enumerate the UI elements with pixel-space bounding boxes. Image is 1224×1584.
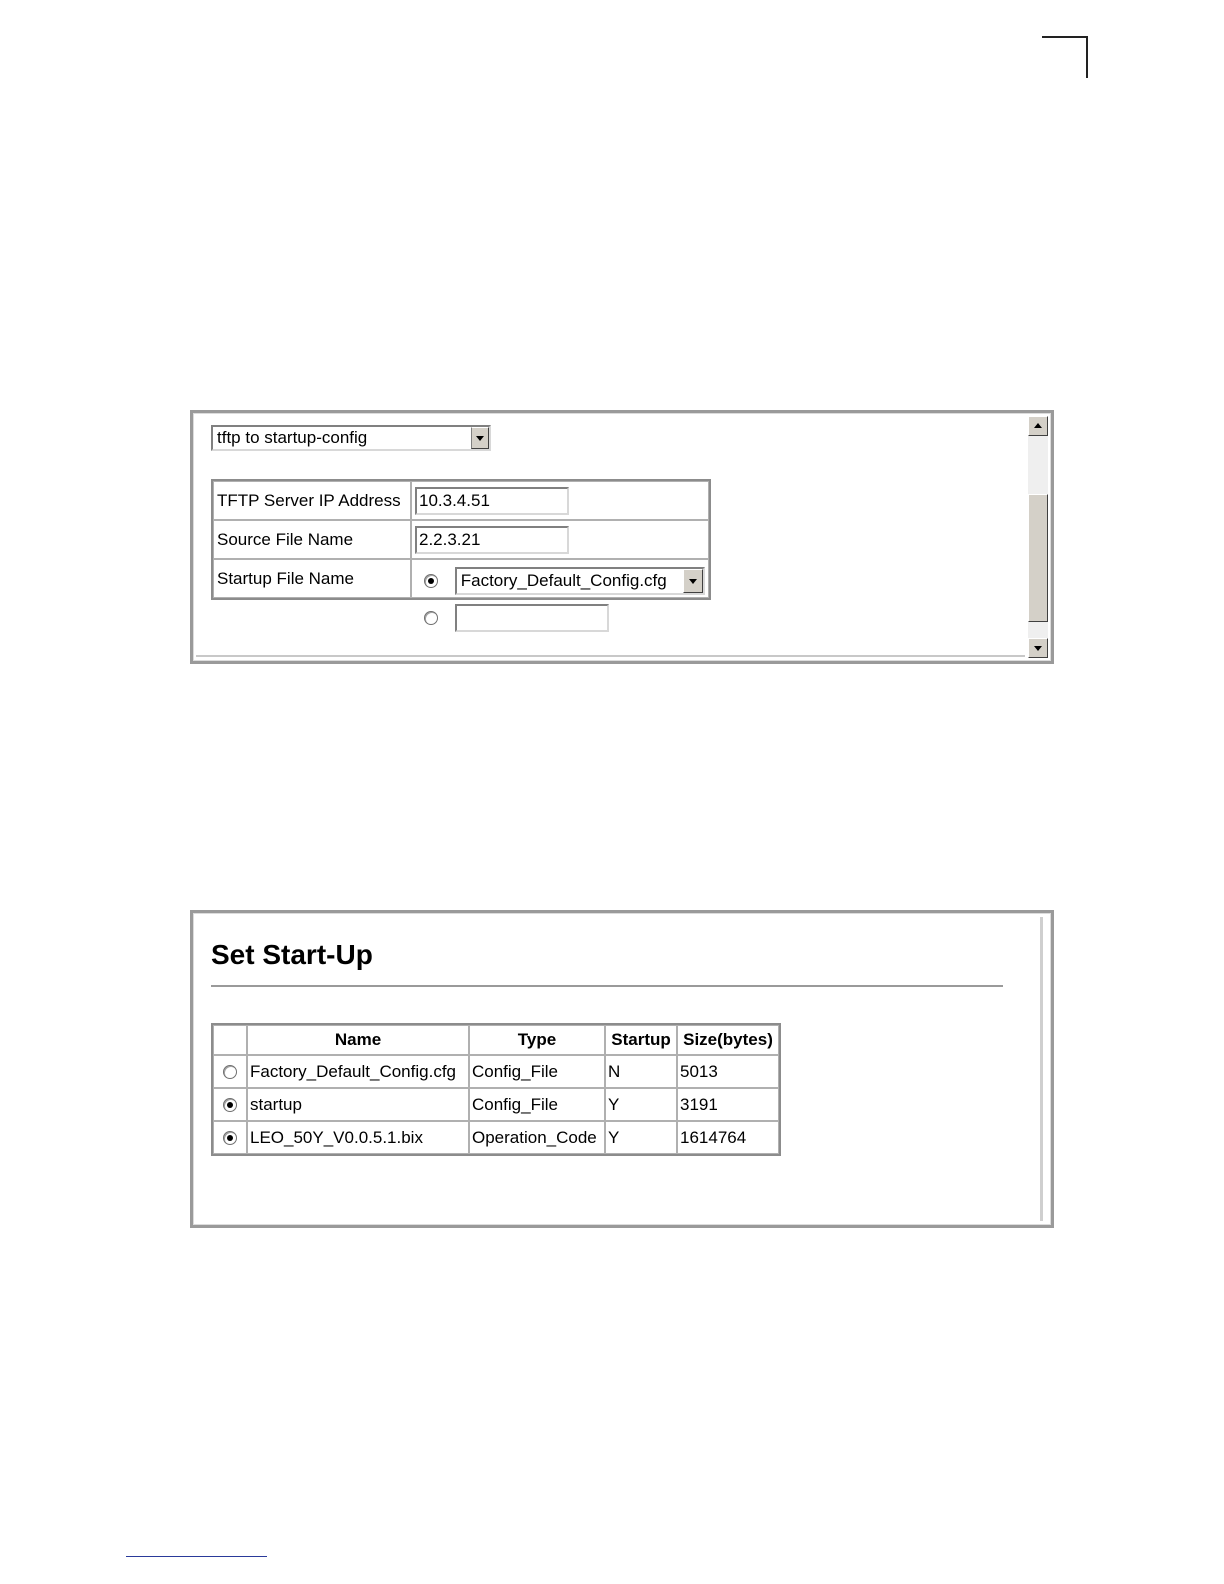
file-size: 3191 <box>677 1088 779 1121</box>
form-row <box>213 481 709 520</box>
file-startup: Y <box>605 1088 677 1121</box>
set-startup-panel <box>190 910 1054 1228</box>
scroll-down-arrow-icon[interactable] <box>1028 638 1048 658</box>
source-file-name-label: Source File Name <box>213 520 411 559</box>
file-type: Config_File <box>469 1055 605 1088</box>
download-panel <box>190 410 1054 664</box>
crop-mark <box>1042 36 1088 38</box>
file-type: Operation_Code <box>469 1121 605 1154</box>
file-select-radio[interactable] <box>223 1131 237 1145</box>
file-size: 5013 <box>677 1055 779 1088</box>
file-type: Config_File <box>469 1088 605 1121</box>
page-title: Set Start-Up <box>211 939 373 970</box>
startup-file-select[interactable] <box>455 567 705 595</box>
divider <box>1040 917 1043 1221</box>
transfer-type-select[interactable] <box>211 425 491 451</box>
scroll-up-arrow-icon[interactable] <box>1028 416 1048 436</box>
file-name: Factory_Default_Config.cfg <box>247 1055 469 1088</box>
file-name: startup <box>247 1088 469 1121</box>
file-select-radio[interactable] <box>223 1065 237 1079</box>
startup-file-name-label: Startup File Name <box>213 559 411 598</box>
tftp-server-ip-input[interactable]: 10.3.4.51 <box>415 487 569 515</box>
file-size: 1614764 <box>677 1121 779 1154</box>
select-column-header <box>213 1025 247 1055</box>
new-file-option <box>424 604 609 632</box>
existing-file-radio[interactable] <box>424 574 438 588</box>
new-file-radio[interactable] <box>424 611 438 625</box>
chevron-down-icon[interactable] <box>683 569 703 593</box>
file-startup: N <box>605 1055 677 1088</box>
scroll-thumb[interactable] <box>1028 494 1048 622</box>
new-startup-file-input[interactable] <box>455 604 609 632</box>
form-row <box>213 520 709 559</box>
table-row <box>213 1055 779 1088</box>
file-select-radio[interactable] <box>223 1098 237 1112</box>
source-file-name-input[interactable]: 2.2.3.21 <box>415 526 569 554</box>
vertical-scrollbar[interactable] <box>1028 416 1048 658</box>
table-row <box>213 1121 779 1154</box>
transfer-type-value: tftp to startup-config <box>217 428 368 447</box>
column-header-startup: Startup <box>605 1025 677 1055</box>
existing-file-option <box>424 567 705 595</box>
table-header-row <box>213 1025 779 1055</box>
file-startup: Y <box>605 1121 677 1154</box>
file-name: LEO_50Y_V0.0.5.1.bix <box>247 1121 469 1154</box>
column-header-size: Size(bytes) <box>677 1025 779 1055</box>
divider <box>211 985 1003 987</box>
startup-file-select-value: Factory_Default_Config.cfg <box>460 571 667 590</box>
column-header-name: Name <box>247 1025 469 1055</box>
startup-file-table <box>211 1023 781 1156</box>
footer-rule <box>126 1556 267 1557</box>
tftp-server-ip-label: TFTP Server IP Address <box>213 481 411 520</box>
download-form-table <box>211 479 711 600</box>
chevron-down-icon[interactable] <box>471 427 489 449</box>
crop-mark <box>1086 36 1088 78</box>
column-header-type: Type <box>469 1025 605 1055</box>
divider <box>196 655 1025 657</box>
table-row <box>213 1088 779 1121</box>
form-row <box>213 559 709 598</box>
